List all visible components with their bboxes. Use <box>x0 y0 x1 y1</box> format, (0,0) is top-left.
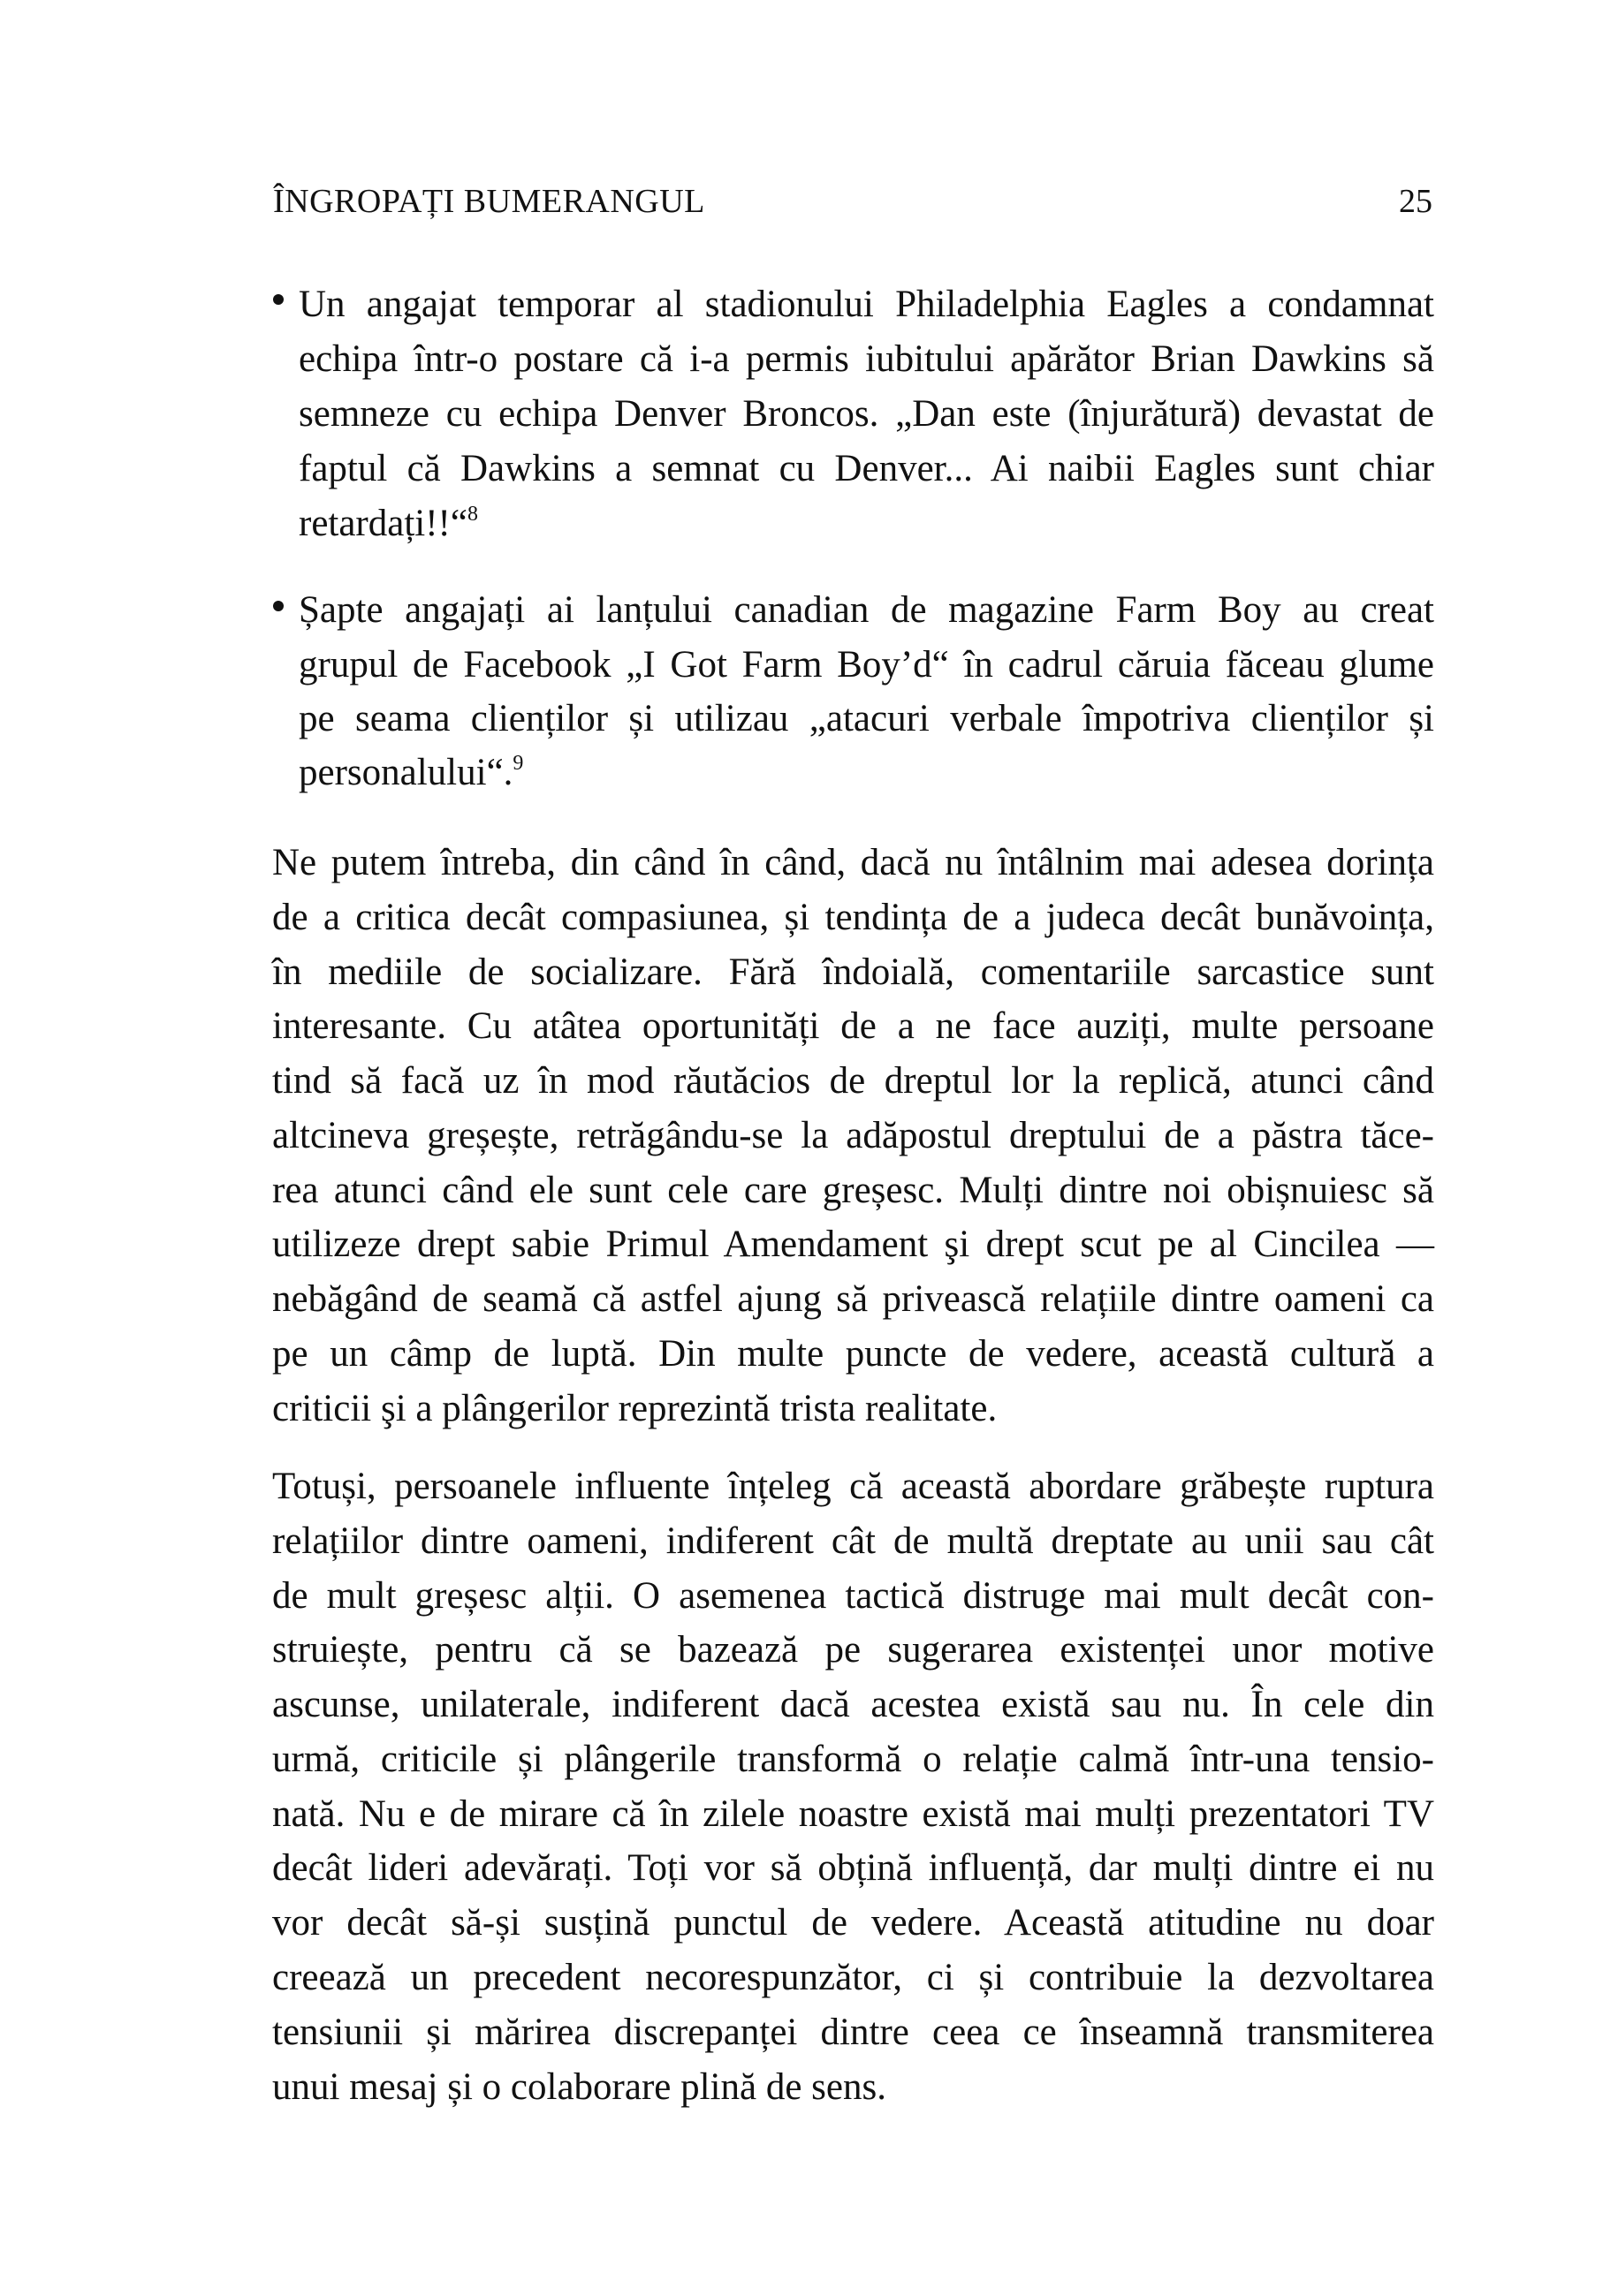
running-title: ÎNGROPAȚI BUMERANGUL <box>273 183 705 220</box>
text-line: echipa într-o postare că i-a permis iubitului apărător Brian Dawkins să <box>299 338 1434 380</box>
text-line <box>299 746 1434 800</box>
text-line-content: personalului“. <box>299 752 513 793</box>
text-line: Ne putem întreba, din când în când, dacă nu întâlnim mai adesea dorința <box>272 842 1434 883</box>
text-line: creează un precedent necorespunzător, ci și contribuie la dezvoltarea <box>272 1957 1434 1998</box>
text-line: rea atunci când ele sunt cele care greșesc. Mulți dintre noi obișnuiesc să <box>272 1170 1434 1211</box>
text-line: faptul că Dawkins a semnat cu Denver... Ai naibii Eagles sunt chiar <box>299 448 1434 489</box>
bullet-icon <box>273 601 284 611</box>
text-line: tind să facă uz în mod răutăcios de dreptul lor la replică, atunci când <box>272 1060 1434 1102</box>
text-line: relațiilor dintre oameni, indiferent cât de multă dreptate au unii sau cât <box>272 1520 1434 1562</box>
running-head <box>273 182 1432 221</box>
text-line: în mediile de socializare. Fără îndoială, comentariile sarcastice sunt <box>272 951 1434 993</box>
text-line <box>299 496 1434 551</box>
text-line: de mult greșesc alții. O asemenea tactică distruge mai mult decât con- <box>272 1575 1434 1617</box>
text-line: Șapte angajați ai lanțului canadian de magazine Farm Boy au creat <box>299 589 1434 631</box>
text-line: Totuși, persoanele influente înțeleg că această abordare grăbește ruptura <box>272 1466 1434 1507</box>
text-line: Un angajat temporar al stadionului Philadelphia Eagles a condamnat <box>299 284 1434 325</box>
text-line: decât lideri adevărați. Toți vor să obțină influență, dar mulți dintre ei nu <box>272 1847 1434 1889</box>
text-line: criticii şi a plângerilor reprezintă trista realitate. <box>272 1388 998 1429</box>
text-line: pe un câmp de luptă. Din multe puncte de vedere, această cultură a <box>272 1333 1434 1375</box>
text-line: urmă, criticile și plângerile transformă o relație calmă într-una tensio- <box>272 1739 1434 1780</box>
footnote-ref: 9 <box>513 752 524 775</box>
text-line: grupul de Facebook „I Got Farm Boy’d“ în cadrul căruia făceau glume <box>299 644 1434 686</box>
text-line: unui mesaj și o colaborare plină de sens. <box>272 2066 886 2108</box>
text-line: tensiunii și mărirea discrepanței dintre ceea ce înseamnă transmiterea <box>272 2012 1434 2053</box>
bullet-icon <box>273 294 284 305</box>
text-line: nată. Nu e de mirare că în zilele noastre există mai mulți prezentatori TV <box>272 1793 1434 1835</box>
text-line: altcineva greșește, retrăgându-se la adăpostul dreptului de a păstra tăce- <box>272 1115 1434 1156</box>
text-line: nebăgând de seamă că astfel ajung să privească relațiile dintre oameni ca <box>272 1278 1434 1320</box>
page-number: 25 <box>1399 183 1432 220</box>
text-line: de a critica decât compasiunea, și tendința de a judeca decât bunăvoința, <box>272 897 1434 938</box>
text-line: ascunse, unilaterale, indiferent dacă acestea există sau nu. În cele din <box>272 1684 1434 1725</box>
text-line: struiește, pentru că se bazează pe sugerarea existenței unor motive <box>272 1629 1434 1671</box>
footnote-ref: 8 <box>467 503 478 526</box>
text-line: utilizeze drept sabie Primul Amendament şi drept scut pe al Cincilea — <box>272 1224 1434 1265</box>
text-line-content: retardați!!“ <box>299 503 467 544</box>
text-line: vor decât să-și susțină punctul de vedere. Această atitudine nu doar <box>272 1902 1434 1944</box>
text-line: interesante. Cu atâtea oportunități de a ne face auziți, multe persoane <box>272 1005 1434 1047</box>
text-line: pe seama clienților și utilizau „atacuri verbale împotriva clienților și <box>299 698 1434 739</box>
text-line: semneze cu echipa Denver Broncos. „Dan este (înjurătură) devastat de <box>299 393 1434 435</box>
